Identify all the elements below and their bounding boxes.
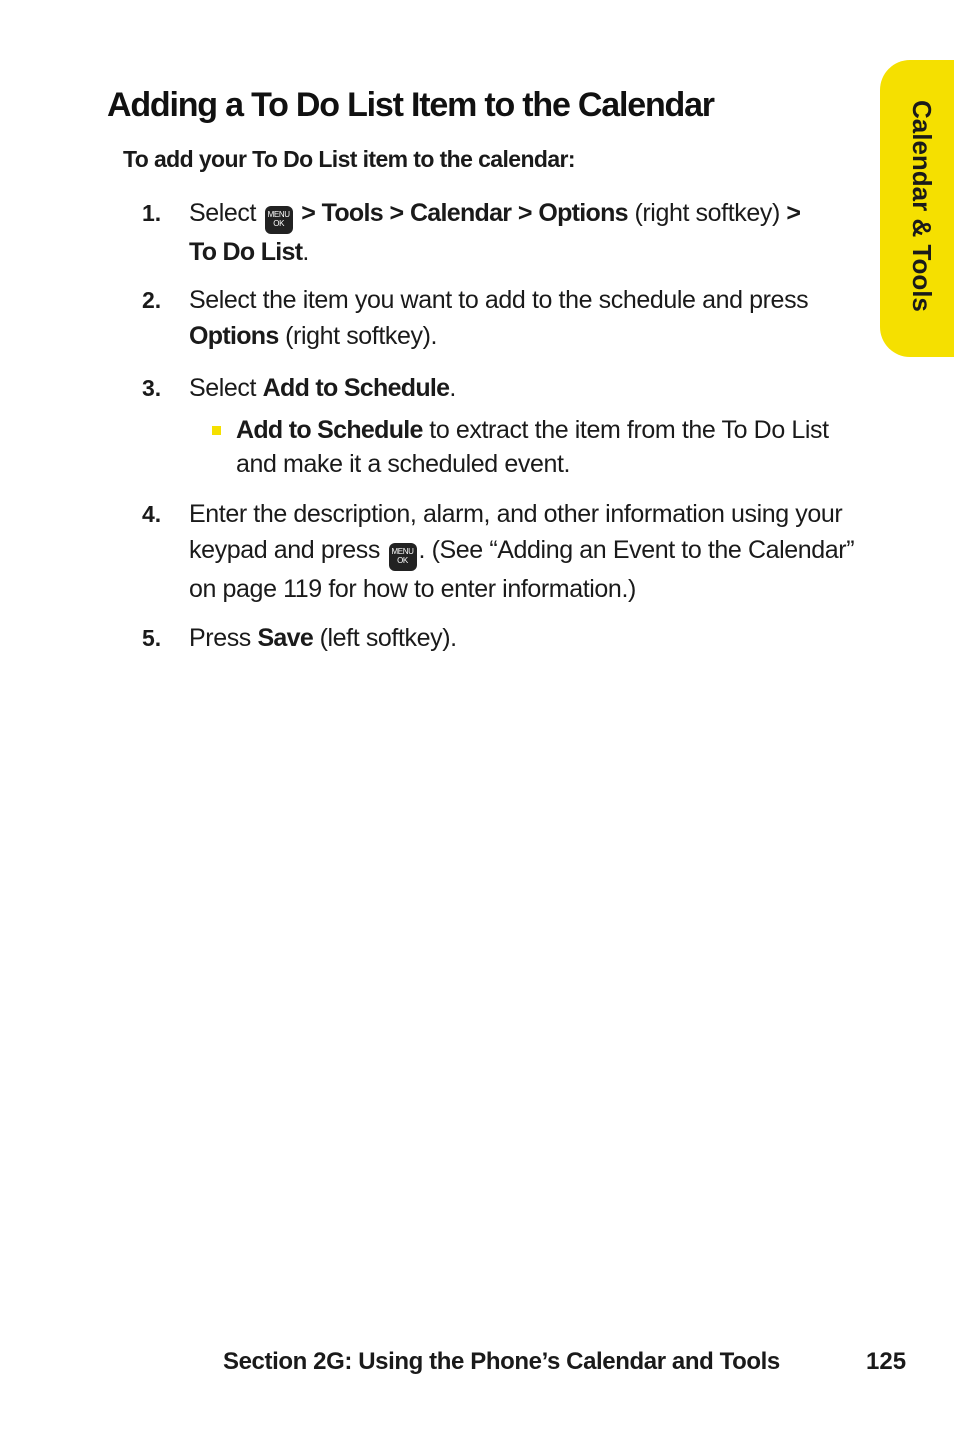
step-4-text: . (See “Adding an Event to the Calendar” on page 119 for how to enter information.) — [189, 536, 855, 603]
step-text — [189, 496, 859, 607]
step-text — [189, 620, 859, 656]
step-5-text: (left softkey). — [319, 624, 457, 652]
menu-calendar: Calendar — [409, 199, 512, 227]
separator: > — [389, 199, 404, 227]
add-to-schedule-label: Add to Schedule — [262, 374, 450, 402]
step-1-text: Select — [189, 199, 257, 227]
section-side-tab — [880, 60, 954, 357]
separator: > — [301, 199, 316, 227]
step-2-text: (right softkey). — [285, 322, 438, 350]
side-tab-label: Calendar & Tools — [907, 100, 937, 312]
step-number: 1. — [142, 200, 162, 226]
step-2-text: Select the item you want to add to the schedule and press — [189, 286, 809, 314]
step-number: 2. — [142, 287, 162, 313]
step-4-text: Enter the description, alarm, and other information using your keypad and press — [189, 500, 843, 564]
step-5-text: Press — [189, 624, 251, 652]
bullet-text — [236, 413, 856, 481]
step-1-text: . — [302, 238, 309, 266]
separator: > — [786, 199, 801, 227]
step-number: 3. — [142, 375, 162, 401]
menu-label: MENU — [267, 210, 290, 219]
add-to-schedule-label: Add to Schedule — [236, 416, 423, 444]
step-3-text: Select — [189, 374, 257, 402]
bullet-description: to extract the item from the To Do List and make it a scheduled event. — [236, 416, 829, 478]
menu-tools: Tools — [321, 199, 383, 227]
step-3-text: . — [449, 374, 456, 402]
menu-to-do-list: To Do List — [189, 238, 303, 266]
step-text — [189, 195, 859, 270]
menu-ok-key-icon — [389, 543, 417, 571]
step-number: 4. — [142, 501, 162, 527]
page-number: 125 — [866, 1348, 907, 1375]
step-text — [189, 282, 859, 354]
menu-label: MENU — [391, 547, 414, 556]
step-1-text: (right softkey) — [634, 199, 780, 227]
step-text — [189, 370, 859, 406]
options-label: Options — [189, 322, 279, 350]
separator: > — [517, 199, 532, 227]
menu-options: Options — [538, 199, 628, 227]
ok-label: OK — [397, 556, 408, 565]
intro-text: To add your To Do List item to the calendar: — [123, 146, 575, 172]
ok-label: OK — [273, 219, 285, 228]
page-title: Adding a To Do List Item to the Calendar — [107, 86, 714, 124]
menu-ok-key-icon — [265, 206, 293, 234]
save-label: Save — [257, 624, 314, 652]
bullet-square-icon — [212, 426, 221, 435]
footer-section-title: Section 2G: Using the Phone’s Calendar and Tools — [223, 1348, 780, 1375]
step-number: 5. — [142, 625, 162, 651]
